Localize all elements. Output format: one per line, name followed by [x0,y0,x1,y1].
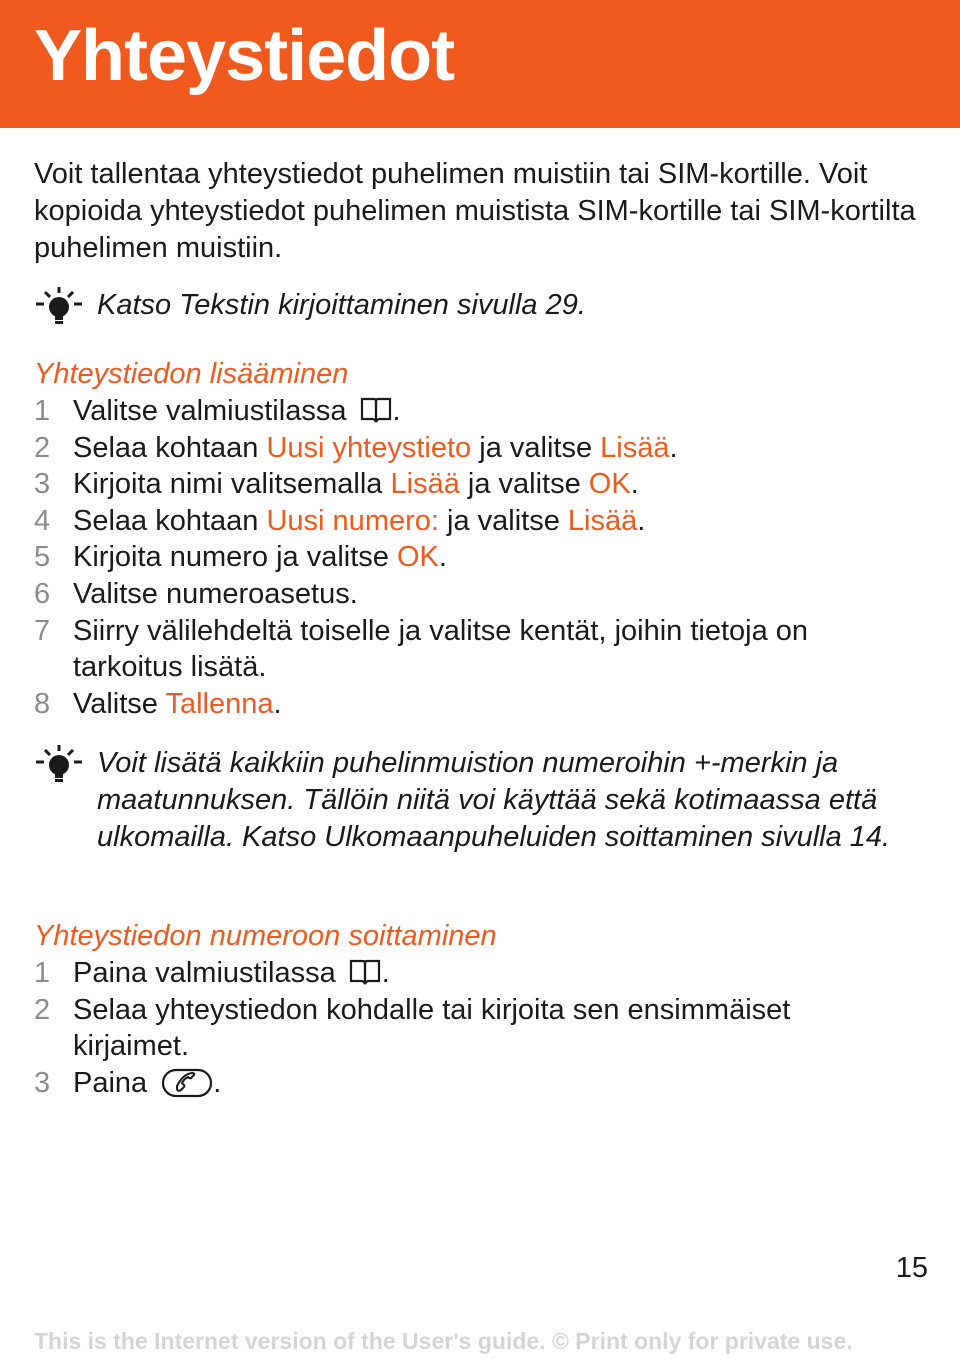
step-number: 2 [34,993,51,1026]
step-text: Paina valmiustilassa [73,957,336,989]
list-item [34,503,914,540]
step-number: 1 [34,395,51,427]
step-text-end: . [273,687,282,720]
step-number: 4 [34,504,51,537]
list-item [34,613,914,686]
page-header [0,0,960,128]
menu-term: Tallenna [165,687,274,720]
list-item [34,576,914,613]
list-item [34,1065,914,1102]
step-text: Valitse valmiustilassa [73,395,347,427]
contacts-book-icon [359,396,393,424]
list-item [34,539,914,576]
list-item [34,955,914,992]
step-text: Kirjoita nimi valitsemalla [73,468,391,501]
list-item [34,430,914,467]
step-text-end: . [637,504,646,537]
step-text-mid: ja valitse [459,468,589,501]
step-number: 7 [34,614,51,647]
step-text-end: . [392,395,401,427]
step-number: 3 [34,468,51,501]
tip-note [34,745,934,895]
lightbulb-icon [34,745,84,785]
menu-term: OK [396,541,439,574]
list-item [34,992,914,1065]
step-text: Valitse [73,687,166,720]
footer-note: This is the Internet version of the User's guide. © Print only for private use. [34,1328,853,1354]
menu-term: OK [588,468,631,501]
lightbulb-icon [34,287,84,327]
step-number: 6 [34,577,51,610]
step-text-end: . [438,541,447,574]
step-text-end: . [669,431,678,464]
step-text: Kirjoita numero ja valitse [73,541,397,574]
contacts-book-icon [348,958,382,986]
step-text-mid: ja valitse [438,504,568,537]
menu-term: Uusi yhteystieto [266,431,472,464]
step-text-end: . [213,1066,222,1099]
step-number: 1 [34,957,51,989]
section-heading-add-contact: Yhteystiedon lisääminen [34,358,349,390]
step-text: Selaa yhteystiedon kohdalle tai kirjoita sen ensimmäiset kirjaimet. [73,993,791,1063]
call-key-icon [161,1068,213,1098]
step-text: Valitse numeroasetus. [73,577,358,610]
menu-term: Lisää [600,431,670,464]
step-text-end: . [630,468,639,501]
step-text: Paina [73,1066,148,1099]
step-text: Siirry välilehdeltä toiselle ja valitse kentät, joihin tietoja on tarkoitus lisätä. [73,614,809,684]
steps-call-contact [34,955,914,1101]
tip-text: Voit lisätä kaikkiin puhelinmuistion numeroihin +-merkin ja maatunnuksen. Tällöin niitä voi käyttää sekä kotimaassa että ulkomailla. Katso Ulkomaanpuheluiden soittaminen sivulla 14. [97,747,891,853]
section-heading-call-contact: Yhteystiedon numeroon soittaminen [34,920,497,952]
step-text-end: . [381,957,390,989]
step-number: 3 [34,1066,51,1099]
step-text: Selaa kohtaan [73,504,267,537]
step-number: 5 [34,541,51,574]
menu-term: Uusi numero: [266,504,439,537]
step-text: Selaa kohtaan [73,431,267,464]
step-number: 2 [34,431,51,464]
step-text-mid: ja valitse [471,431,601,464]
page-number: 15 [895,1252,928,1284]
intro-paragraph: Voit tallentaa yhteystiedot puhelimen muistiin tai SIM-kortille. Voit kopioida yhteystiedot puhelimen muistista SIM-kortille tai SIM-kortilta puhelimen muistiin. [34,158,916,264]
tip-note [34,287,934,327]
page-title: Yhteystiedot [34,16,455,96]
list-item [34,686,914,723]
tip-text: Katso Tekstin kirjoittaminen sivulla 29. [97,289,586,321]
menu-term: Lisää [567,504,638,537]
menu-term: Lisää [390,468,460,501]
steps-add-contact [34,393,914,722]
list-item [34,466,914,503]
step-number: 8 [34,687,51,720]
list-item [34,393,914,430]
